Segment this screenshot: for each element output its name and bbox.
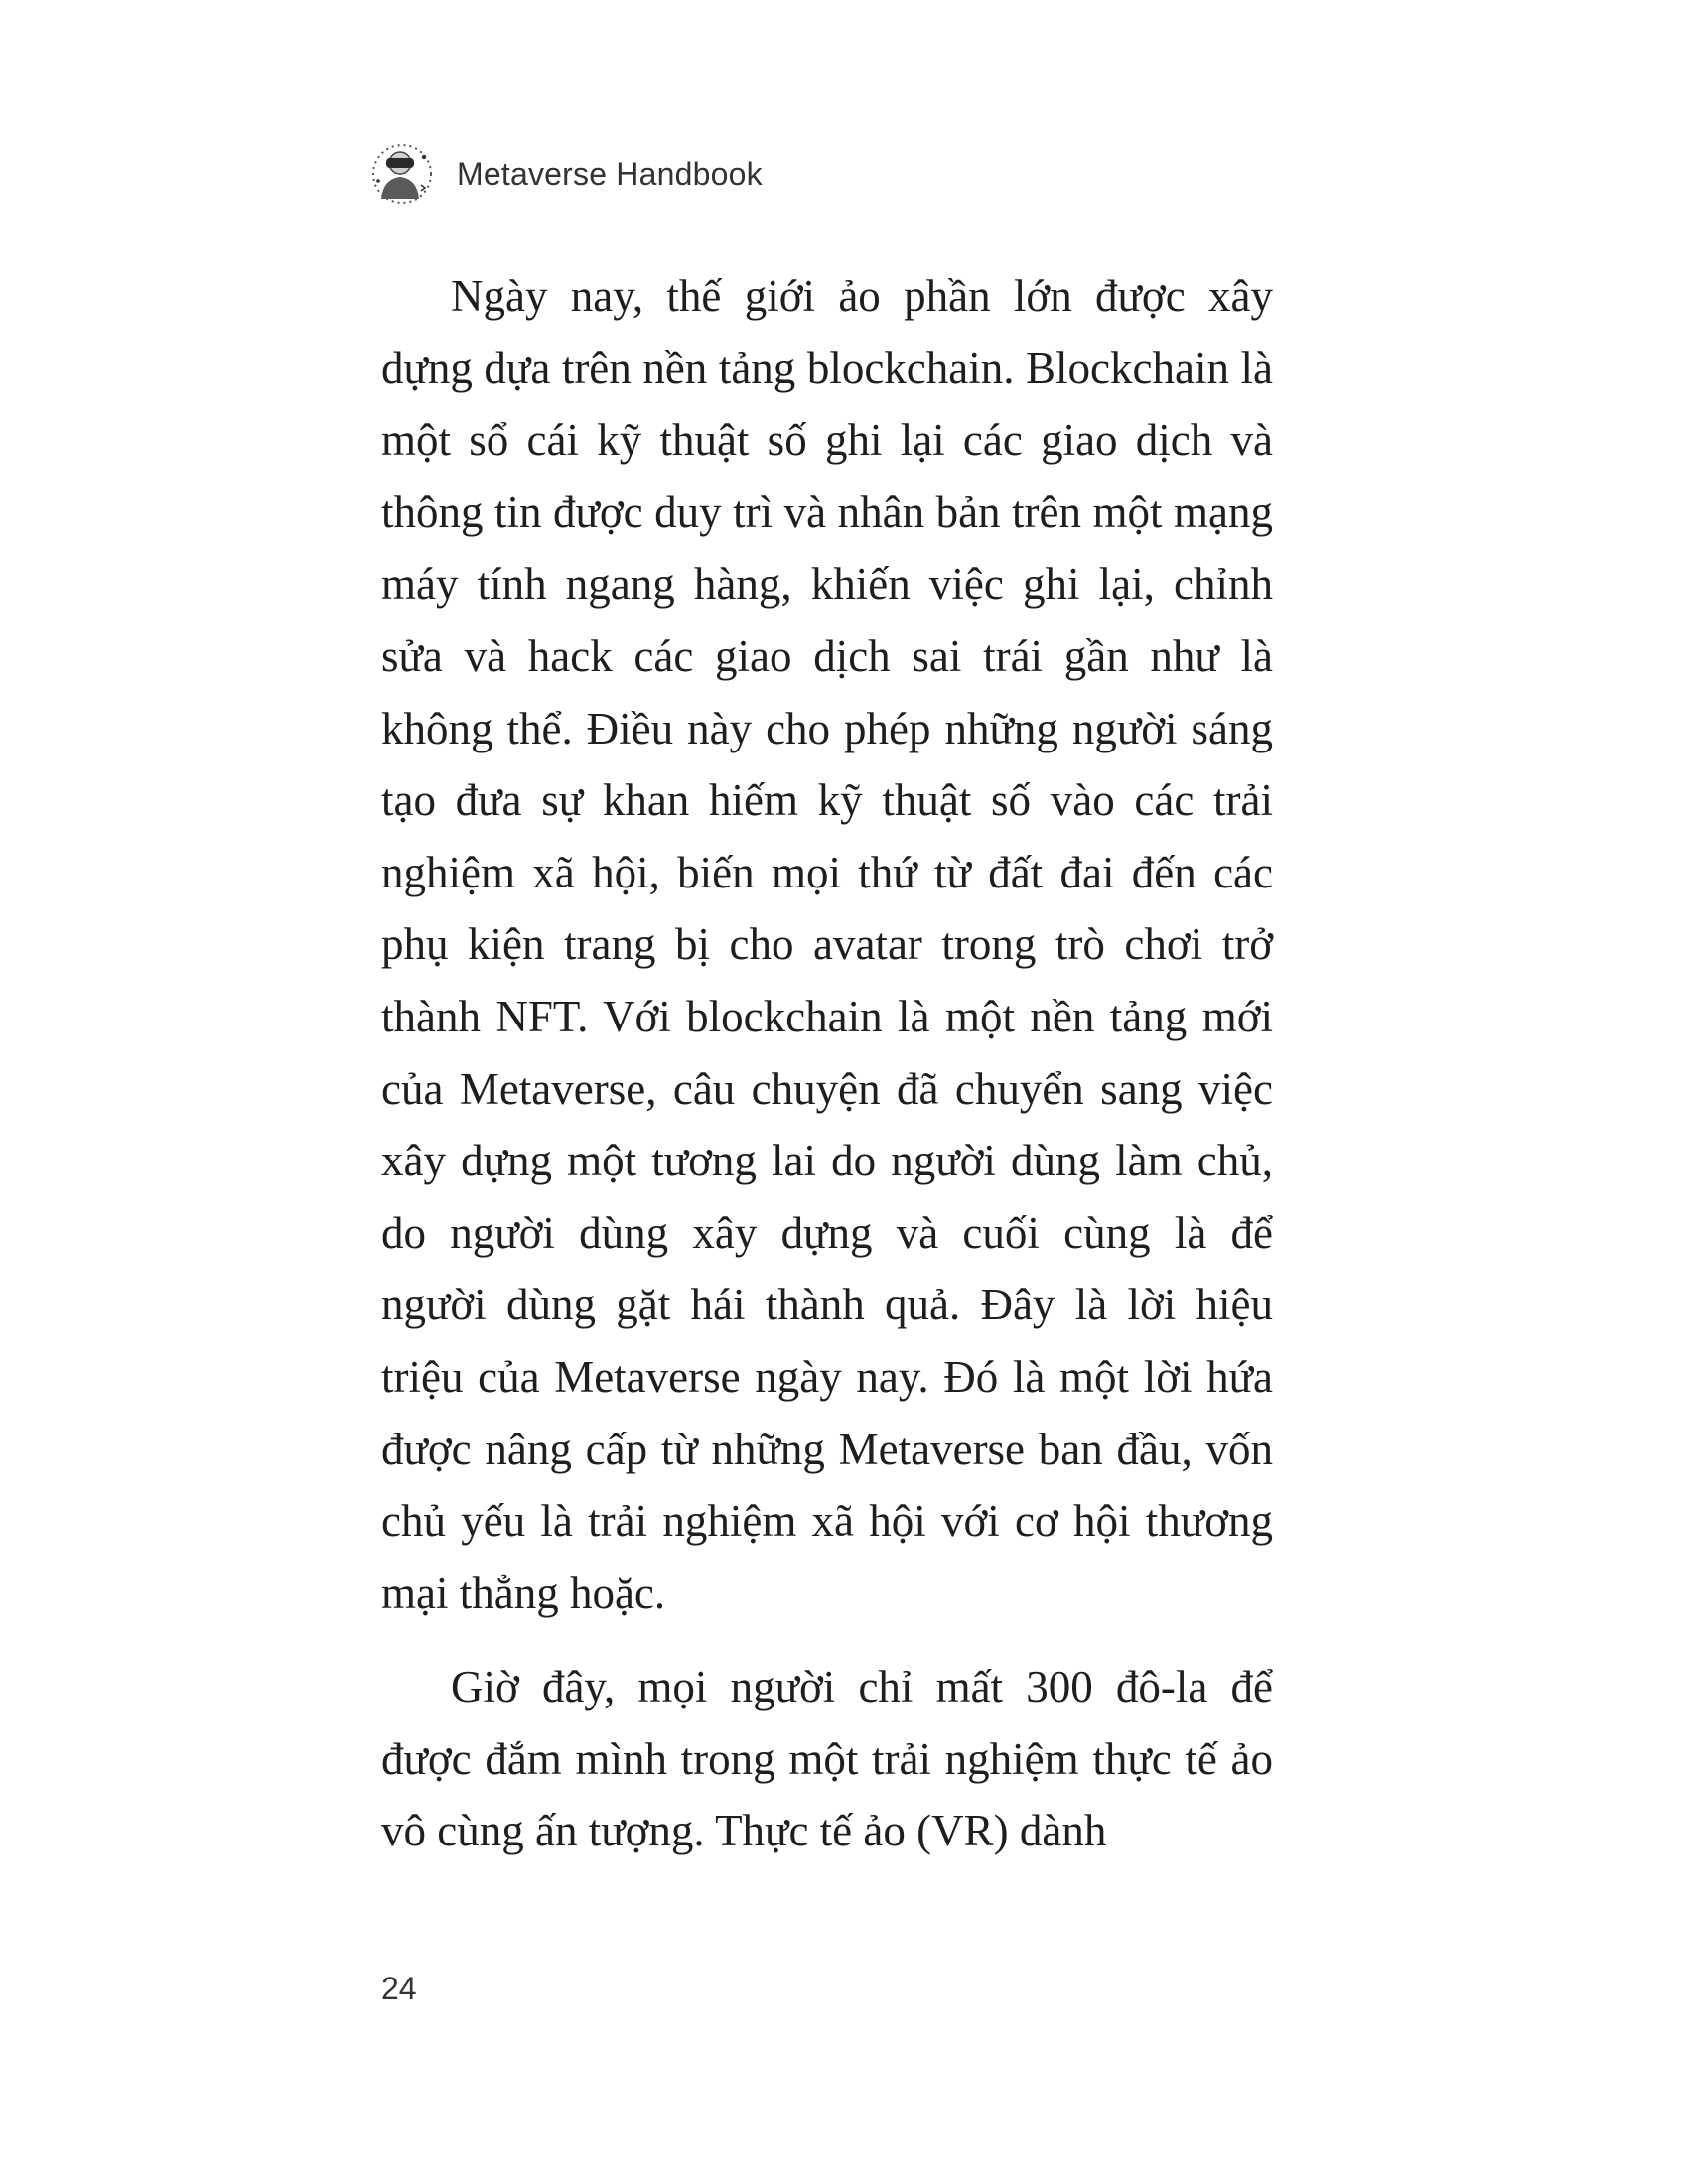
vr-headset-person-icon — [369, 141, 435, 206]
page-number: 24 — [381, 1971, 417, 2006]
book-title: Metaverse Handbook — [457, 155, 763, 192]
running-header — [369, 139, 763, 208]
paragraph: Giờ đây, mọi người chỉ mất 300 đô-la để được đắm mình trong một trải nghiệm thực tế ảo vô cùng ấn tượng. Thực tế ảo (VR) dành — [381, 1662, 1273, 1856]
body-text — [381, 260, 1273, 1867]
paragraph: Ngày nay, thế giới ảo phần lớn được xây dựng dựa trên nền tảng blockchain. Blockchain là một sổ cái kỹ thuật số ghi lại các giao dịch và thông tin được duy trì và nhân bản trên một mạng máy tính ngang hàng, khiến việc ghi lại, chỉnh sửa và hack các giao dịch sai trái gần như là không thể. Điều này cho phép những người sáng tạo đưa sự khan hiếm kỹ thuật số vào các trải nghiệm xã hội, biến mọi thứ từ đất đai đến các phụ kiện trang bị cho avatar trong trò chơi trở thành NFT. Với blockchain là một nền tảng mới của Metaverse, câu chuyện đã chuyển sang việc xây dựng một tương lai do người dùng làm chủ, do người dùng xây dựng và cuối cùng là để người dùng gặt hái thành quả. Đây là lời hiệu triệu của Metaverse ngày nay. Đó là một lời hứa được nâng cấp từ những Metaverse ban đầu, vốn chủ yếu là trải nghiệm xã hội với cơ hội thương mại thẳng hoặc. — [381, 271, 1273, 1618]
